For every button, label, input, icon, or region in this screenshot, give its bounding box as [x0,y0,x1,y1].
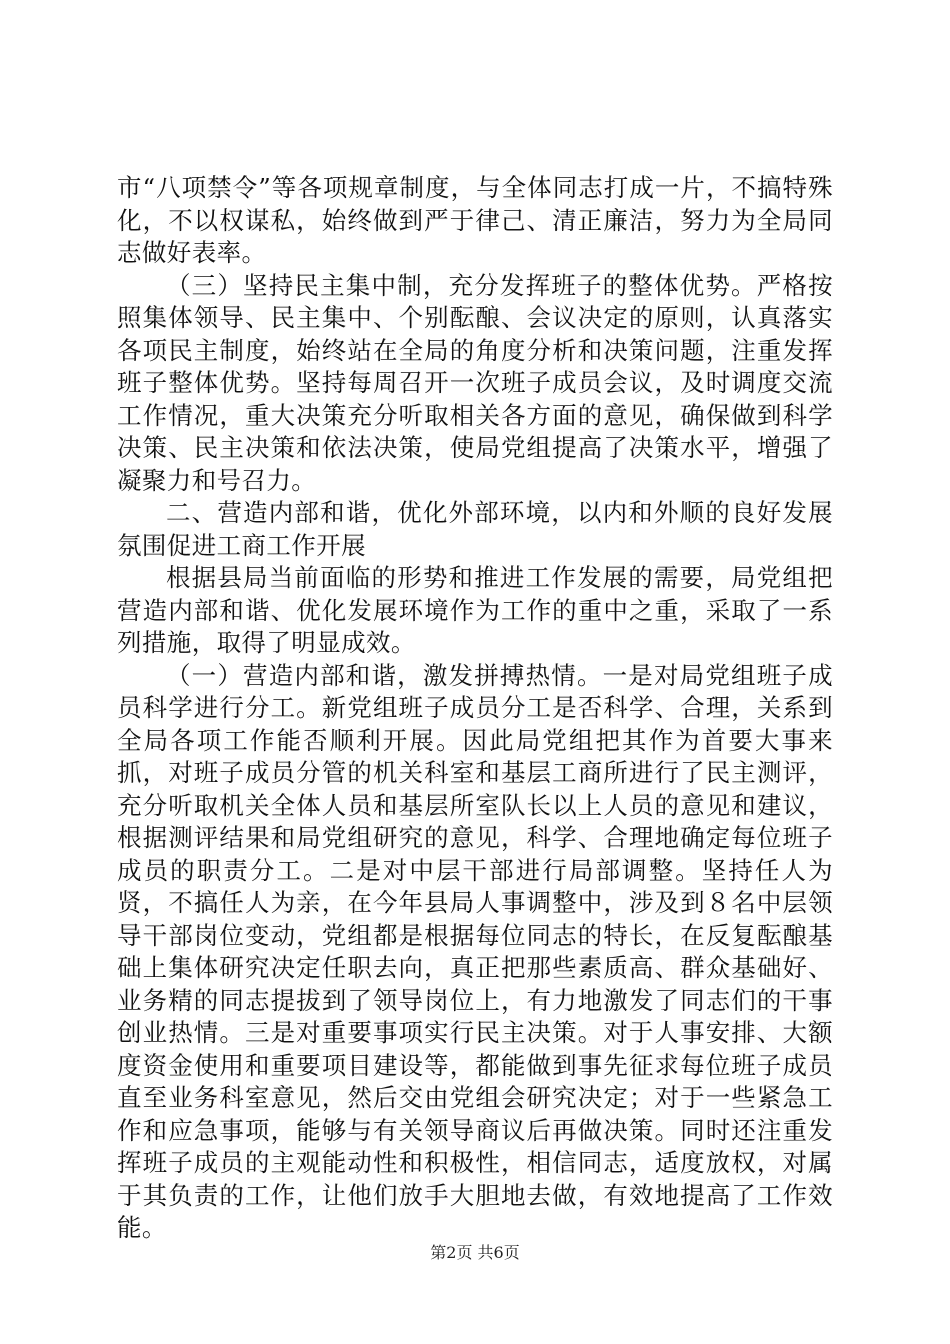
paragraph-measures-intro: 根据县局当前面临的形势和推进工作发展的需要，局党组把营造内部和谐、优化发展环境作为工作的重中之重，采取了一系列措施，取得了明显成效。 [117,563,833,657]
section-heading-internal-harmony: 二、营造内部和谐，优化外部环境，以内和外顺的良好发展氛围促进工商工作开展 [117,498,833,560]
paragraph-continued-discipline: 市“八项禁令”等各项规章制度，与全体同志打成一片，不搞特殊化，不以权谋私，始终做到严于律己、清正廉洁，努力为全局同志做好表率。 [117,173,833,267]
document-body [117,172,833,1245]
page-number-footer: 第2页 共6页 [430,1243,520,1262]
paragraph-democratic-centralism: （三）坚持民主集中制，充分发挥班子的整体优势。严格按照集体领导、民主集中、个别酝酿、会议决定的原则，认真落实各项民主制度，始终站在全局的角度分析和决策问题，注重发挥班子整体优势。坚持每周召开一次班子成员会议，及时调度交流工作情况，重大决策充分听取相关各方面的意见，确保做到科学决策、民主决策和依法决策，使局党组提高了决策水平，增强了凝聚力和号召力。 [117,270,833,495]
paragraph-internal-harmony-details: （一）营造内部和谐，激发拼搏热情。一是对局党组班子成员科学进行分工。新党组班子成员分工是否科学、合理，关系到全局各项工作能否顺利开展。因此局党组把其作为首要大事来抓，对班子成员分管的机关科室和基层工商所进行了民主测评，充分听取机关全体人员和基层所室队长以上人员的意见和建议，根据测评结果和局党组研究的意见，科学、合理地确定每位班子成员的职责分工。二是对中层干部进行局部调整。坚持任人为贤，不搞任人为亲，在今年县局人事调整中，涉及到８名中层领导干部岗位变动，党组都是根据每位同志的特长，在反复酝酿基础上集体研究决定任职去向，真正把那些素质高、群众基础好、业务精的同志提拔到了领导岗位上，有力地激发了同志们的干事创业热情。三是对重要事项实行民主决策。对于人事安排、大额度资金使用和重要项目建设等，都能做到事先征求每位班子成员直至业务科室意见，然后交由党组会研究决定；对于一些紧急工作和应急事项，能够与有关领导商议后再做决策。同时还注重发挥班子成员的主观能动性和积极性，相信同志，适度放权，对属于其负责的工作，让他们放手大胆地去做，有效地提高了工作效能。 [117,660,833,1242]
